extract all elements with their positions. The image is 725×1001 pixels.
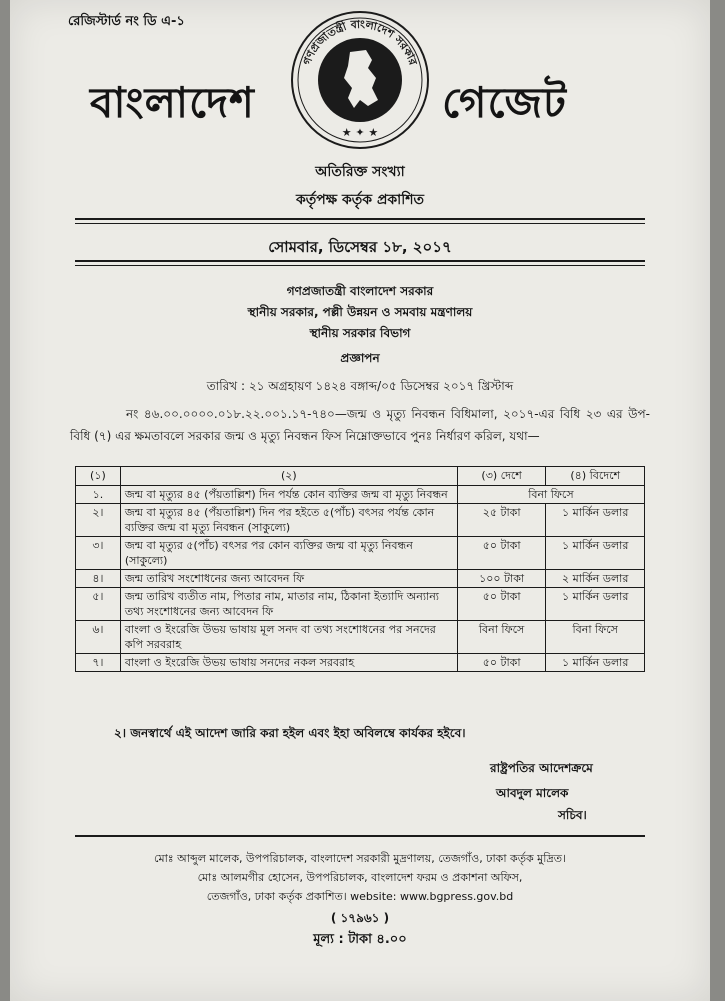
printer-line: মোঃ আব্দুল মালেক, উপপরিচালক, বাংলাদেশ সরকারী মুদ্রণালয়, তেজগাঁও, ঢাকা কর্তৃক মুদ্রিত। <box>154 852 566 865</box>
government-seal-icon <box>288 8 432 152</box>
row-fee-abroad: ১ মার্কিন ডলার <box>546 537 645 570</box>
signer-title: সচিব। <box>558 808 587 822</box>
row-fee-abroad: ১ মার্কিন ডলার <box>546 588 645 621</box>
row-description: জন্ম তারিখ সংশোধনের জন্য আবেদন ফি <box>120 570 457 588</box>
row-description: জন্ম বা মৃত্যুর ৫(পাঁচ) বৎসর পর কোন ব্যক্তির জন্ম বা মৃত্যু নিবন্ধন (সাকুল্যে) <box>120 537 457 570</box>
row-number: ১. <box>76 486 121 504</box>
published-by: কর্তৃপক্ষ কর্তৃক প্রকাশিত <box>295 192 425 208</box>
header-col-1: (১) <box>76 467 121 486</box>
row-number: ৪। <box>76 570 121 588</box>
notice-paragraph: নং ৪৬.০০.০০০০.০১৮.২২.০০১.১৭-৭৪০—জন্ম ও মৃত্যু নিবন্ধন বিধিমালা, ২০১৭-এর বিধি ২৩ এর উপ-বিধি (৭) এর ক্ষমতাবলে সরকার জন্ম ও মৃত্যু নিবন্ধন ফিস নিম্নোক্তভাবে পুনঃ নির্ধারণ করিল, যথা— <box>70 407 650 443</box>
row-fee-home: ২৫ টাকা <box>457 504 546 537</box>
row-fee-abroad: ১ মার্কিন ডলার <box>546 504 645 537</box>
issue-date: সোমবার, ডিসেম্বর ১৮, ২০১৭ <box>268 238 452 256</box>
price: মূল্য : টাকা ৪.০০ <box>313 932 407 947</box>
gazette-title-right: গেজেট <box>442 78 567 127</box>
government-name: গণপ্রজাতন্ত্রী বাংলাদেশ সরকার <box>286 284 434 298</box>
notice-heading: প্রজ্ঞাপন <box>340 351 380 365</box>
row-description: বাংলা ও ইংরেজি উভয় ভাষায় মূল সনদ বা তথ্য সংশোধনের পর সনদের কপি সরবরাহ <box>120 621 457 654</box>
extraordinary-issue: অতিরিক্ত সংখ্যা <box>315 164 405 180</box>
row-fee-home: ৫০ টাকা <box>457 588 546 621</box>
rule-middle <box>75 260 645 262</box>
row-fee-abroad: ১ মার্কিন ডলার <box>546 654 645 672</box>
row-number: ৩। <box>76 537 121 570</box>
presidential-order: রাষ্ট্রপতির আদেশক্রমে <box>490 761 593 775</box>
fee-table-header <box>76 467 645 486</box>
publisher-website-line: তেজগাঁও, ঢাকা কর্তৃক প্রকাশিত। website: www.bgpress.gov.bd <box>206 890 514 903</box>
ministry-name: স্থানীয় সরকার, পল্লী উন্নয়ন ও সমবায় মন্ত্রণালয় <box>247 305 473 319</box>
signer-name: আবদুল মালেক <box>496 786 569 800</box>
page-code: ( ১৭৯৬১ ) <box>330 911 390 925</box>
row-description: বাংলা ও ইংরেজি উভয় ভাষায় সনদের নকল সরবরাহ <box>120 654 457 672</box>
svg-text:★ ✦ ★: ★ ✦ ★ <box>341 126 379 139</box>
table-row <box>76 504 645 537</box>
row-number: ৭। <box>76 654 121 672</box>
table-row <box>76 654 645 672</box>
table-row <box>76 537 645 570</box>
row-number: ২। <box>76 504 121 537</box>
table-row <box>76 621 645 654</box>
table-row <box>76 588 645 621</box>
header-col-4: (৪) বিদেশে <box>546 467 645 486</box>
row-description: জন্ম তারিখ ব্যতীত নাম, পিতার নাম, মাতার নাম, ঠিকানা ইত্যাদি অন্যান্য তথ্য সংশোধনের জন্য আবেদন ফি <box>120 588 457 621</box>
row-fee-merged: বিনা ফিসে <box>457 486 644 504</box>
rule-top-thin <box>75 223 645 224</box>
gazette-page <box>10 0 710 1001</box>
row-number: ৬। <box>76 621 121 654</box>
row-fee-abroad: ২ মার্কিন ডলার <box>546 570 645 588</box>
seal-text: গণপ্রজাতন্ত্রী বাংলাদেশ সরকার <box>300 17 420 67</box>
row-fee-home: বিনা ফিসে <box>457 621 546 654</box>
row-fee-home: ৫০ টাকা <box>457 654 546 672</box>
row-fee-home: ৫০ টাকা <box>457 537 546 570</box>
row-number: ৫। <box>76 588 121 621</box>
row-fee-abroad: বিনা ফিসে <box>546 621 645 654</box>
row-description: জন্ম বা মৃত্যুর ৪৫ (পঁয়তাল্লিশ) দিন পর হইতে ৫(পাঁচ) বৎসর পর্যন্ত কোন ব্যক্তির জন্ম বা মৃত্যু নিবন্ধন (সাকুল্যে) <box>120 504 457 537</box>
notice-date: তারিখ : ২১ অগ্রহায়ণ ১৪২৪ বঙ্গাব্দ/০৫ ডিসেম্বর ২০১৭ খ্রিস্টাব্দ <box>206 379 514 393</box>
table-row <box>76 570 645 588</box>
publisher-line: মোঃ আলমগীর হোসেন, উপপরিচালক, বাংলাদেশ ফরম ও প্রকাশনা অফিস, <box>197 871 523 884</box>
row-description: জন্ম বা মৃত্যুর ৪৫ (পঁয়তাল্লিশ) দিন পর্যন্ত কোন ব্যক্তির জন্ম বা মৃত্যু নিবন্ধন <box>120 486 457 504</box>
fee-table <box>75 466 645 672</box>
rule-top <box>75 218 645 220</box>
declaration: ২। জনস্বার্থে এই আদেশ জারি করা হইল এবং ইহা অবিলম্বে কার্যকর হইবে। <box>114 726 466 740</box>
header-col-2: (২) <box>120 467 457 486</box>
gazette-title-left: বাংলাদেশ <box>90 78 255 127</box>
rule-middle-thin <box>75 265 645 266</box>
row-fee-home: ১০০ টাকা <box>457 570 546 588</box>
table-row <box>76 486 645 504</box>
registration-number: রেজিস্টার্ড নং ডি এ-১ <box>68 14 185 29</box>
division-name: স্থানীয় সরকার বিভাগ <box>309 326 411 340</box>
rule-footer <box>75 835 645 837</box>
header-col-3: (৩) দেশে <box>457 467 546 486</box>
